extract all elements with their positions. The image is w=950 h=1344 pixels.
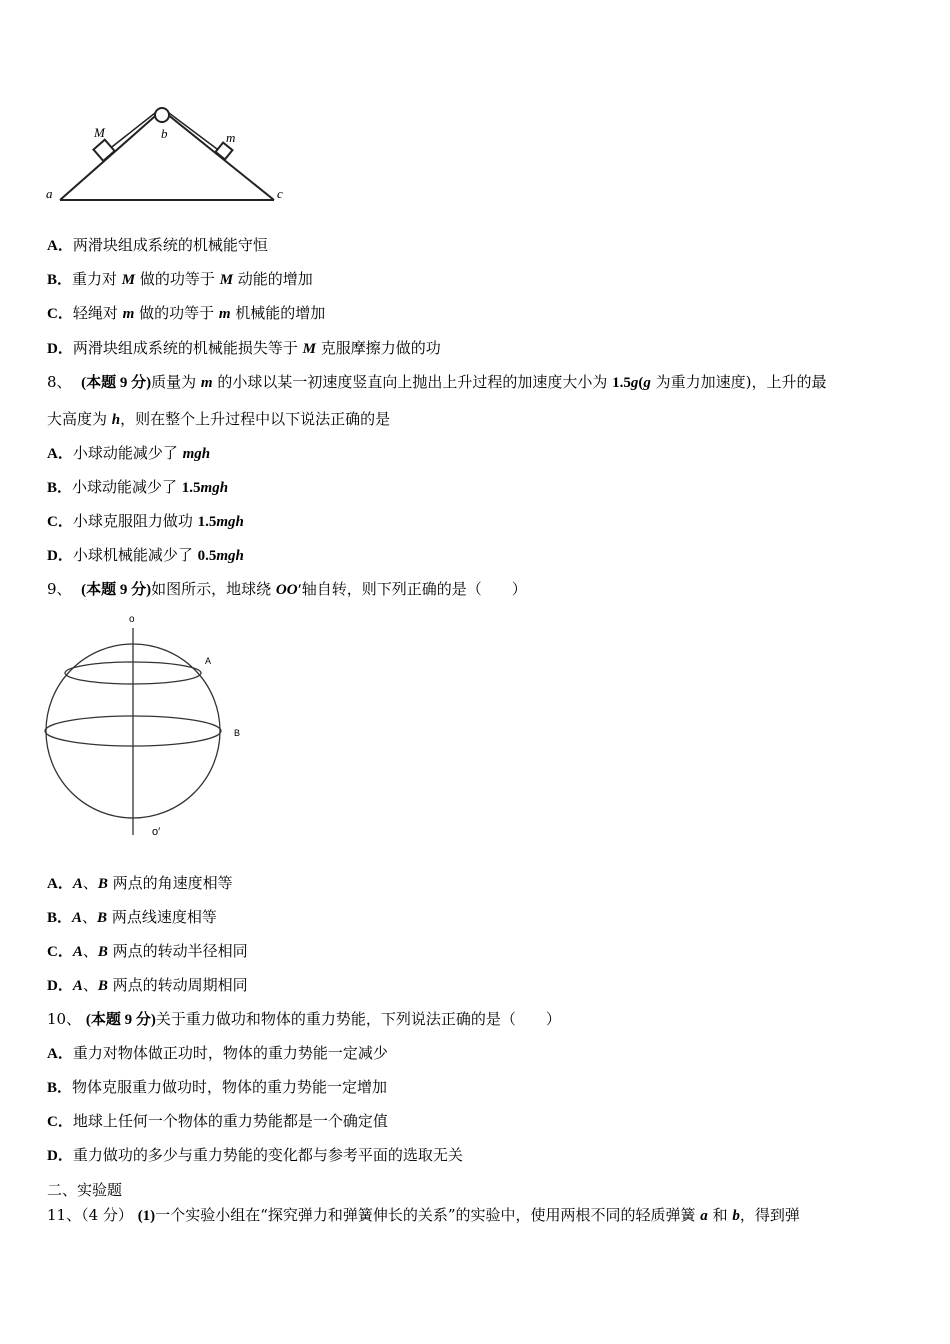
q9-stem: 9、 (本题 9 分)如图所示，地球绕 OO′轴自转，则下列正确的是（ ） [47,580,527,598]
rope-right [169,113,221,152]
axis-label-bottom: o′ [152,826,161,838]
q10-option-b: B．物体克服重力做功时，物体的重力势能一定增加 [47,1078,388,1096]
section-title-experiment: 二、实验题 [47,1181,123,1199]
q8-stem-line1: 8、 (本题 9 分)质量为 m 的小球以某一初速度竖直向上抛出上升过程的加速度大小为 1.5g(g 为重力加速度)，上升的最 [47,373,827,391]
label-M: M [94,125,105,140]
pulley [155,108,169,122]
label-m: m [226,130,236,145]
q8-stem-line2: 大高度为 h，则在整个上升过程中以下说法正确的是 [47,410,391,428]
q7-option-d: D．两滑块组成系统的机械能损失等于 M 克服摩擦力做的功 [47,339,441,357]
q7-option-c: C．轻绳对 m 做的功等于 m 机械能的增加 [47,304,326,322]
q8-option-a: A．小球动能减少了 mgh [47,444,211,462]
q9-option-b: B．A、B 两点线速度相等 [47,908,217,926]
rope-left [108,113,155,150]
label-c: c [277,186,283,201]
q9-option-a: A．A、B 两点的角速度相等 [47,874,233,892]
block-M [93,140,114,161]
point-a-label: A [205,656,212,666]
q9-option-c: C．A、B 两点的转动半径相同 [47,942,248,960]
q9-option-d: D．A、B 两点的转动周期相同 [47,976,248,994]
q8-option-b: B．小球动能减少了 1.5mgh [47,478,229,496]
q10-option-d: D．重力做功的多少与重力势能的变化都与参考平面的选取无关 [47,1146,463,1164]
block-m [216,143,233,160]
q7-option-a: A．两滑块组成系统的机械能守恒 [47,236,268,254]
q7-option-b: B．重力对 M 做的功等于 M 动能的增加 [47,270,313,288]
q10-stem: 10、 (本题 9 分)关于重力做功和物体的重力势能，下列说法正确的是（ ） [47,1010,561,1028]
q8-option-d: D．小球机械能减少了 0.5mgh [47,546,244,564]
q10-option-c: C．地球上任何一个物体的重力势能都是一个确定值 [47,1112,388,1130]
label-a: a [46,186,53,201]
q8-option-c: C．小球克服阻力做功 1.5mgh [47,512,244,530]
point-b-label: B [234,728,241,738]
axis-label-top: o [129,614,135,625]
q10-option-a: A．重力对物体做正功时，物体的重力势能一定减少 [47,1044,388,1062]
globe-figure [40,610,260,840]
incline-figure [40,95,300,215]
q11-stem: 11、（4 分） (1)一个实验小组在“探究弹力和弹簧伸长的关系”的实验中，使用两根不同的轻质弹簧 a 和 b，得到弹 [47,1206,800,1224]
label-b: b [161,126,168,141]
